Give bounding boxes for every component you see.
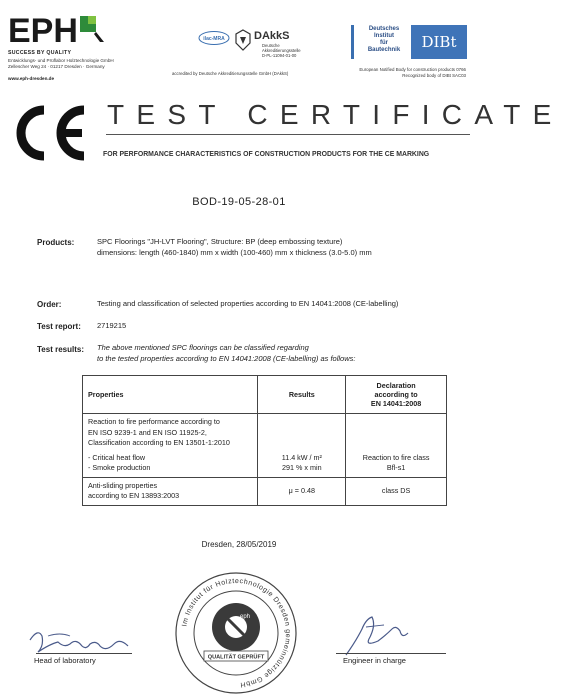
order-label: Order: — [37, 300, 62, 309]
dibt-line4: Bautechnik — [367, 47, 401, 53]
table-header-row — [83, 376, 447, 414]
test-report-label: Test report: — [37, 322, 81, 331]
dakks-line2: Akkreditierungsstelle — [262, 48, 301, 53]
fire-properties-cell — [83, 414, 258, 478]
table-row — [83, 477, 447, 505]
accreditation-note: accredited by Deutsche Akkreditierungsstelle GmbH (DAkkS) — [172, 71, 289, 76]
slip-properties-cell — [83, 477, 258, 505]
header-declaration-line3: EN 14041:2008 — [370, 399, 422, 408]
fire-result-line2: 291 % x min — [282, 463, 322, 472]
seal-ring-text: Im Institut für Holztechnologie Dresden gemeinnützige GmbH — [181, 577, 292, 688]
fire-results-cell — [258, 414, 346, 478]
fire-declaration-cell — [346, 414, 447, 478]
dakks-emblem — [234, 29, 252, 51]
dibt-line3: für — [380, 40, 388, 46]
eph-address — [8, 58, 114, 70]
slip-prop-line1: Anti-sliding properties — [88, 480, 158, 490]
header-declaration — [346, 376, 447, 414]
test-report-number: 2719215 — [97, 321, 127, 330]
dakks-line3: D-PL-11094-01-00 — [262, 53, 297, 58]
ilac-logo-text: ilac-MRA — [203, 36, 225, 42]
test-results-label: Test results: — [37, 345, 84, 354]
fire-decl-line2: Bfl-s1 — [386, 463, 406, 472]
eph-url: www.eph-dresden.de — [8, 76, 55, 81]
fire-decl-line1: Reaction to fire class — [362, 452, 430, 462]
fire-prop-line2: EN ISO 9239-1 and EN ISO 11925-2, — [88, 427, 207, 437]
engineer-in-charge-label: Engineer in charge — [343, 656, 406, 665]
page-subtitle: FOR PERFORMANCE CHARACTERISTICS OF CONSTRUCTION PRODUCTS FOR THE CE MARKING — [103, 151, 430, 158]
dakks-line1: Deutsche — [262, 43, 280, 48]
test-results-line2: to the tested properties according to EN 14041:2008 (CE-labelling) as follows: — [97, 353, 356, 363]
fire-prop-line1: Reaction to fire performance according to — [88, 417, 220, 426]
slip-result-cell: μ = 0.48 — [258, 477, 346, 505]
eph-logo-text: EPH — [8, 12, 78, 50]
results-table — [82, 375, 447, 506]
table-row — [83, 414, 447, 478]
header-declaration-line2: according to — [374, 390, 418, 399]
dibt-words — [360, 26, 408, 54]
eph-address-line1: Entwicklungs- und Prüflabor Holztechnologie GmbH — [8, 58, 114, 63]
notified-body — [300, 67, 466, 79]
seal-center-text: eph — [240, 614, 251, 620]
notified-line1: European Notified Body for construction products 0766 — [359, 67, 466, 72]
fire-prop-line4: - Critical heat flow — [88, 452, 146, 462]
ce-mark-icon — [10, 104, 90, 162]
fire-prop-line5: - Smoke production — [88, 463, 151, 472]
place-date: Dresden, 28/05/2019 — [201, 540, 277, 549]
products-line2: dimensions: length (460-1840) mm x width (100-460) mm x thickness (3.0-5.0) mm — [97, 247, 372, 257]
eph-logo — [8, 12, 108, 50]
quality-seal — [174, 571, 298, 695]
order-text: Testing and classification of selected properties according to EN 14041:2008 (CE-labelling) — [97, 299, 399, 308]
title-divider — [106, 134, 470, 135]
products-line1: SPC Floorings "JH-LVT Flooring", Structure: BP (deep embossing texture) — [97, 237, 343, 246]
slip-prop-line2: according to EN 13893:2003 — [88, 491, 180, 500]
slip-declaration-cell: class DS — [346, 477, 447, 505]
header-declaration-line1: Declaration — [376, 381, 416, 390]
head-of-laboratory-label: Head of laboratory — [34, 656, 96, 665]
dakks-name: DAkkS — [254, 30, 290, 42]
notified-line2: Recognized body of DIBt SAC03 — [402, 73, 466, 78]
header-results: Results — [258, 376, 346, 414]
seal-banner: QUALITÄT GEPRÜFT — [207, 654, 265, 661]
test-results-text — [97, 343, 355, 364]
products-label: Products: — [37, 238, 75, 247]
header-properties: Properties — [83, 376, 258, 414]
dibt-logo: DIBt — [411, 25, 467, 59]
fire-prop-line3: Classification according to EN 13501-1:2010 — [88, 438, 230, 447]
dibt-line1: Deutsches — [368, 26, 400, 32]
signature-line-right — [336, 653, 446, 654]
fire-result-line1: 11.4 kW / m² — [281, 452, 322, 462]
certificate-number: BOD-19-05-28-01 — [192, 196, 286, 208]
test-results-line1: The above mentioned SPC floorings can be classified regarding — [97, 343, 309, 352]
dibt-line2: Institut — [374, 33, 394, 39]
eph-tagline: SUCCESS BY QUALITY — [8, 50, 72, 56]
dakks-details — [262, 43, 301, 58]
ilac-logo — [198, 31, 230, 45]
signature-line-left — [36, 653, 132, 654]
dibt-bar — [351, 25, 354, 59]
page-title: TEST CERTIFICATE — [107, 99, 564, 130]
eph-address-line2: Zellescher Weg 24 · 01217 Dresden · Germany — [8, 64, 105, 69]
products-text — [97, 237, 372, 258]
